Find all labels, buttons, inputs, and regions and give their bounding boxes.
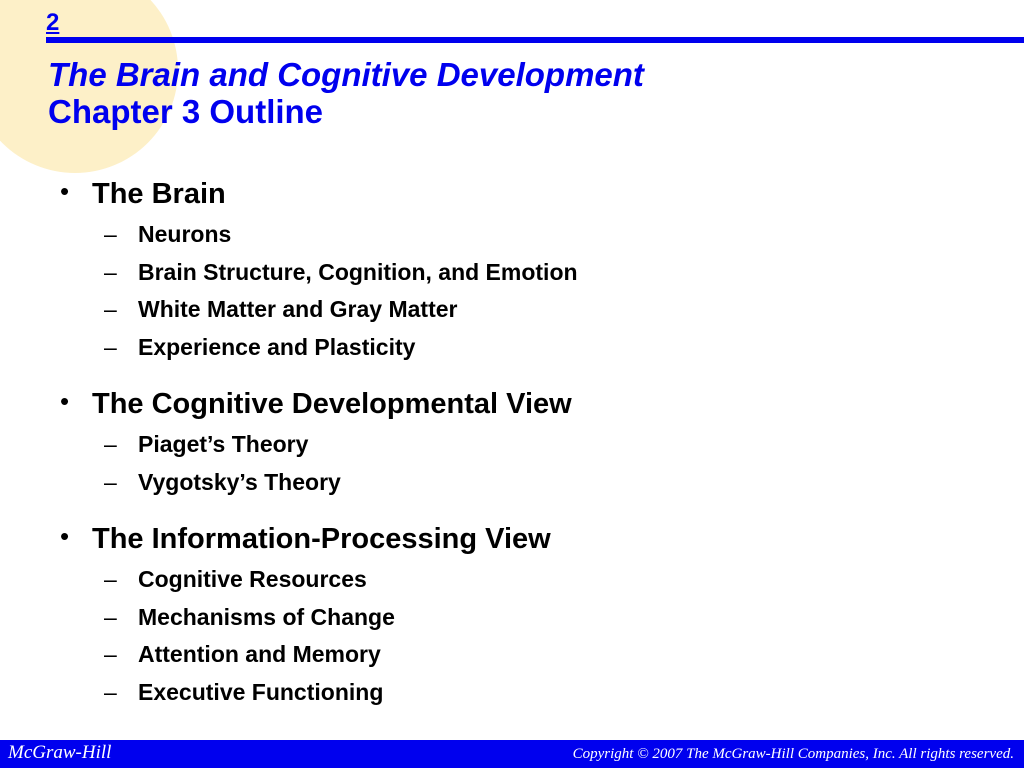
dash-icon: – [104,259,117,285]
slide-number-link[interactable]: 2 [46,9,60,36]
dash-icon: – [104,431,117,457]
bullet-icon: • [60,386,70,416]
publisher-name: McGraw-Hill [8,742,112,763]
dash-icon: – [104,469,117,495]
dash-icon: – [104,641,117,667]
dash-icon: – [104,566,117,592]
bullet-icon: • [60,521,70,551]
outline-topic-the-brain: The Brain [92,178,226,210]
slide-title-line-2: Chapter 3 Outline [48,93,324,130]
outline-subtopic-brain-structure: Brain Structure, Cognition, and Emotion [138,259,578,285]
dash-icon: – [104,221,117,247]
dash-icon: – [104,296,117,322]
outline-subtopic-neurons: Neurons [138,221,232,247]
outline-subtopic-executive-functioning: Executive Functioning [138,679,384,705]
outline-subtopic-white-gray-matter: White Matter and Gray Matter [138,296,458,322]
bullet-icon: • [60,176,70,206]
outline-subtopic-cognitive-resources: Cognitive Resources [138,566,367,592]
outline-topic-cognitive-developmental-view: The Cognitive Developmental View [92,388,572,420]
outline-subtopic-experience-plasticity: Experience and Plasticity [138,334,416,360]
copyright-notice: Copyright © 2007 The McGraw-Hill Companies, Inc. All rights reserved. [572,746,1014,762]
dash-icon: – [104,604,117,630]
slide-title-line-1: The Brain and Cognitive Development [48,56,644,93]
outline-subtopic-mechanisms-of-change: Mechanisms of Change [138,604,395,630]
outline-subtopic-vygotsky-theory: Vygotsky’s Theory [138,469,341,495]
dash-icon: – [104,334,117,360]
outline-subtopic-attention-memory: Attention and Memory [138,641,381,667]
dash-icon: – [104,679,117,705]
footer-bar [0,740,1024,768]
outline-subtopic-piaget-theory: Piaget’s Theory [138,431,309,457]
outline-topic-information-processing-view: The Information-Processing View [92,523,551,555]
